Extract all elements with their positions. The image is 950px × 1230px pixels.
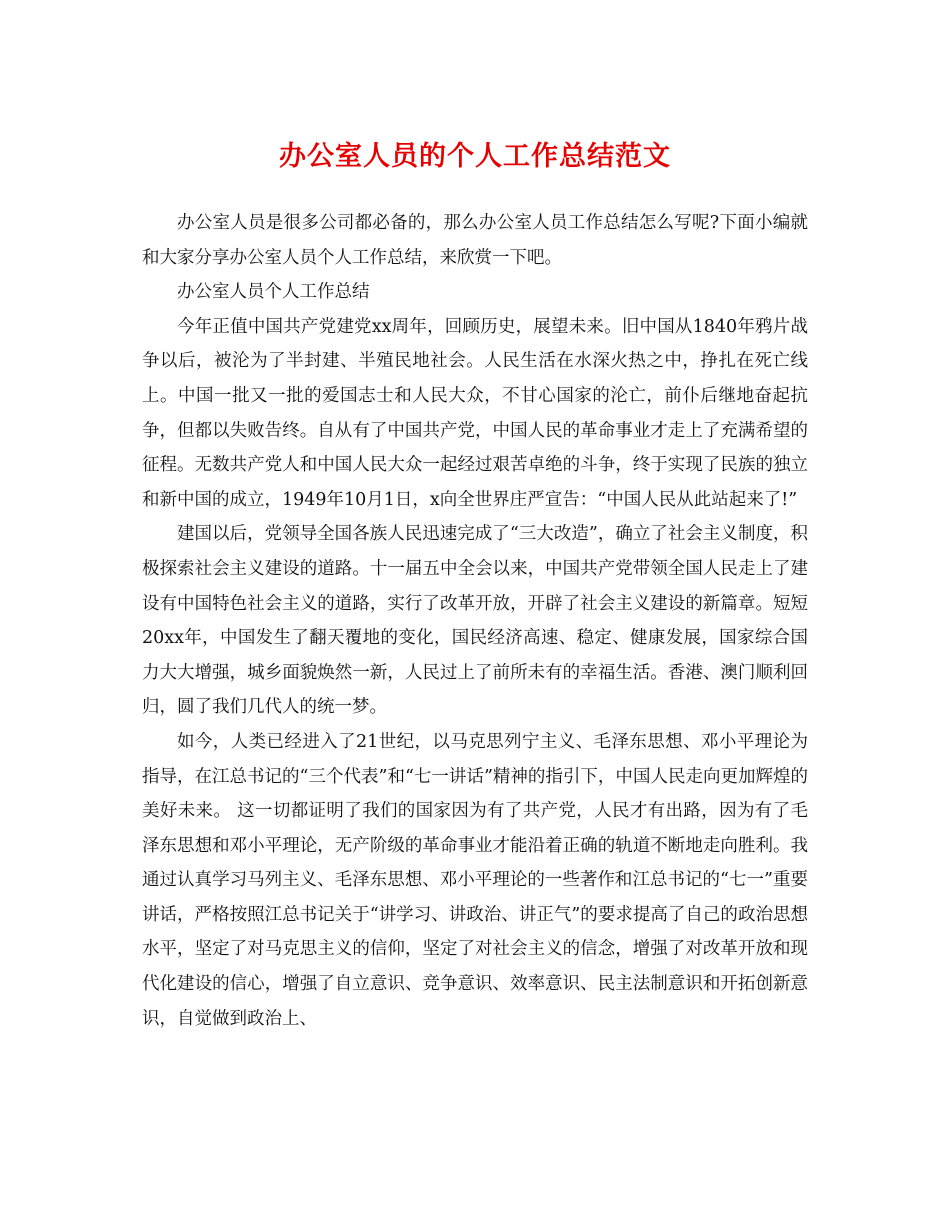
body-paragraph: 今年正值中国共产党建党xx周年，回顾历史，展望未来。旧中国从1840年鸦片战争以后，被沦为了半封建、半殖民地社会。人民生活在水深火热之中，挣扎在死亡线上。中国一批又一批的爱国志士和人民大众，不甘心国家的沦亡，前仆后继地奋起抗争，但都以失败告终。自从有了中国共产党，中国人民的革命事业才走上了充满希望的征程。无数共产党人和中国人民大众一起经过艰苦卓绝的斗争，终于实现了民族的独立和新中国的成立，1949年10月1日，x向全世界庄严宣告：“中国人民从此站起来了!” <box>142 316 808 510</box>
body-paragraph: 建国以后，党领导全国各族人民迅速完成了“三大改造”，确立了社会主义制度，积极探索社会主义建设的道路。十一届五中全会以来，中国共产党带领全国人民走上了建设有中国特色社会主义的道路，实行了改革开放，开辟了社会主义建设的新篇章。短短20xx年，中国发生了翻天覆地的变化，国民经济高速、稳定、健康发展，国家综合国力大大增强，城乡面貌焕然一新，人民过上了前所未有的幸福生活。香港、澳门顺利回归，圆了我们几代人的统一梦。 <box>142 524 808 718</box>
intro-paragraph: 办公室人员是很多公司都必备的，那么办公室人员工作总结怎么写呢?下面小编就和大家分享办公室人员个人工作总结，来欣赏一下吧。 <box>142 213 808 268</box>
document-body <box>142 206 808 1036</box>
document-title: 办公室人员的个人工作总结范文 <box>279 141 671 172</box>
section-heading: 办公室人员个人工作总结 <box>177 282 370 303</box>
body-paragraph: 如今，人类已经进入了21世纪，以马克思列宁主义、毛泽东思想、邓小平理论为指导，在江总书记的“三个代表”和“七一讲话”精神的指引下，中国人民走向更加辉煌的美好未来。 这一切都证明了我们的国家因为有了共产党，人民才有出路，因为有了毛泽东思想和邓小平理论，无产阶级的革命事业才能沿着正确的轨道不断地走向胜利。我通过认真学习马列主义、毛泽东思想、邓小平理论的一些著作和江总书记的“七一”重要讲话，严格按照江总书记关于“讲学习、讲政治、讲正气”的要求提高了自己的政治思想水平，坚定了对马克思主义的信仰，坚定了对社会主义的信念，增强了对改革开放和现代化建设的信心，增强了自立意识、竞争意识、效率意识、民主法制意识和开拓创新意识，自觉做到政治上、 <box>142 731 808 1029</box>
